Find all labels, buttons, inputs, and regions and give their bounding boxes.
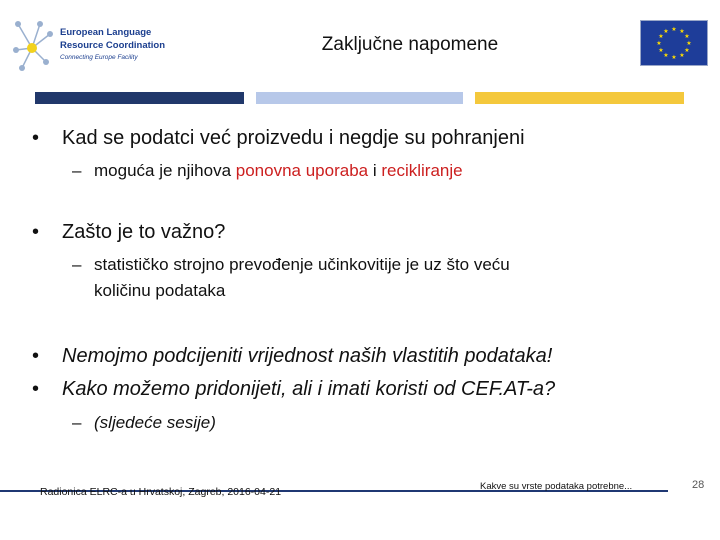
- bullet-4-text: Kako možemo pridonijeti, ali i imati koristi od CEF.AT-a?: [62, 378, 556, 400]
- highlight-recycling: recikliranje: [381, 161, 463, 180]
- svg-text:★: ★: [671, 26, 677, 33]
- bullet-dot: •: [32, 345, 40, 367]
- bullet-2-sub-line-2: količinu podataka: [94, 281, 226, 300]
- sub-dash: –: [72, 255, 82, 274]
- logo-line-3: Connecting Europe Facility: [60, 54, 138, 61]
- svg-text:★: ★: [656, 40, 662, 47]
- bullet-dot: •: [32, 378, 40, 400]
- page-number: 28: [692, 479, 705, 491]
- svg-text:★: ★: [686, 40, 692, 47]
- footer-topic: Kakve su vrste podataka potrebne...: [480, 481, 633, 492]
- svg-text:★: ★: [663, 28, 669, 35]
- logo-line-1: European Language: [60, 27, 152, 38]
- sub-text-b: i: [368, 161, 382, 180]
- bullet-2-text: Zašto je to važno?: [62, 221, 226, 243]
- bullet-dot: •: [32, 221, 40, 243]
- sub-dash: –: [72, 413, 82, 432]
- svg-text:★: ★: [679, 28, 685, 35]
- svg-text:★: ★: [684, 47, 690, 54]
- bullet-3-text: Nemojmo podcijeniti vrijednost naših vlastitih podataka!: [62, 345, 553, 367]
- bullet-4-sub-text: (sljedeće sesije): [94, 413, 216, 432]
- bullet-1-text: Kad se podatci već proizvedu i negdje su pohranjeni: [62, 127, 525, 149]
- sub-text-a: moguća je njihova: [94, 161, 236, 180]
- svg-text:★: ★: [658, 47, 664, 54]
- sub-dash: –: [72, 161, 82, 180]
- svg-text:★: ★: [671, 54, 677, 61]
- bullet-dot: •: [32, 127, 40, 149]
- footer-event: Radionica ELRC-a u Hrvatskoj, Zagreb, 2016-04-21: [40, 486, 282, 498]
- svg-text:★: ★: [658, 33, 664, 40]
- slide-title: Zaključne napomene: [321, 34, 499, 55]
- logo-line-2: Resource Coordination: [60, 40, 166, 51]
- highlight-reuse: ponovna uporaba: [235, 161, 369, 180]
- bullet-2-sub-line-1: statističko strojno prevođenje učinkovitije je uz što veću: [94, 255, 510, 274]
- svg-text:★: ★: [679, 52, 685, 59]
- svg-text:★: ★: [684, 33, 690, 40]
- svg-text:★: ★: [663, 52, 669, 59]
